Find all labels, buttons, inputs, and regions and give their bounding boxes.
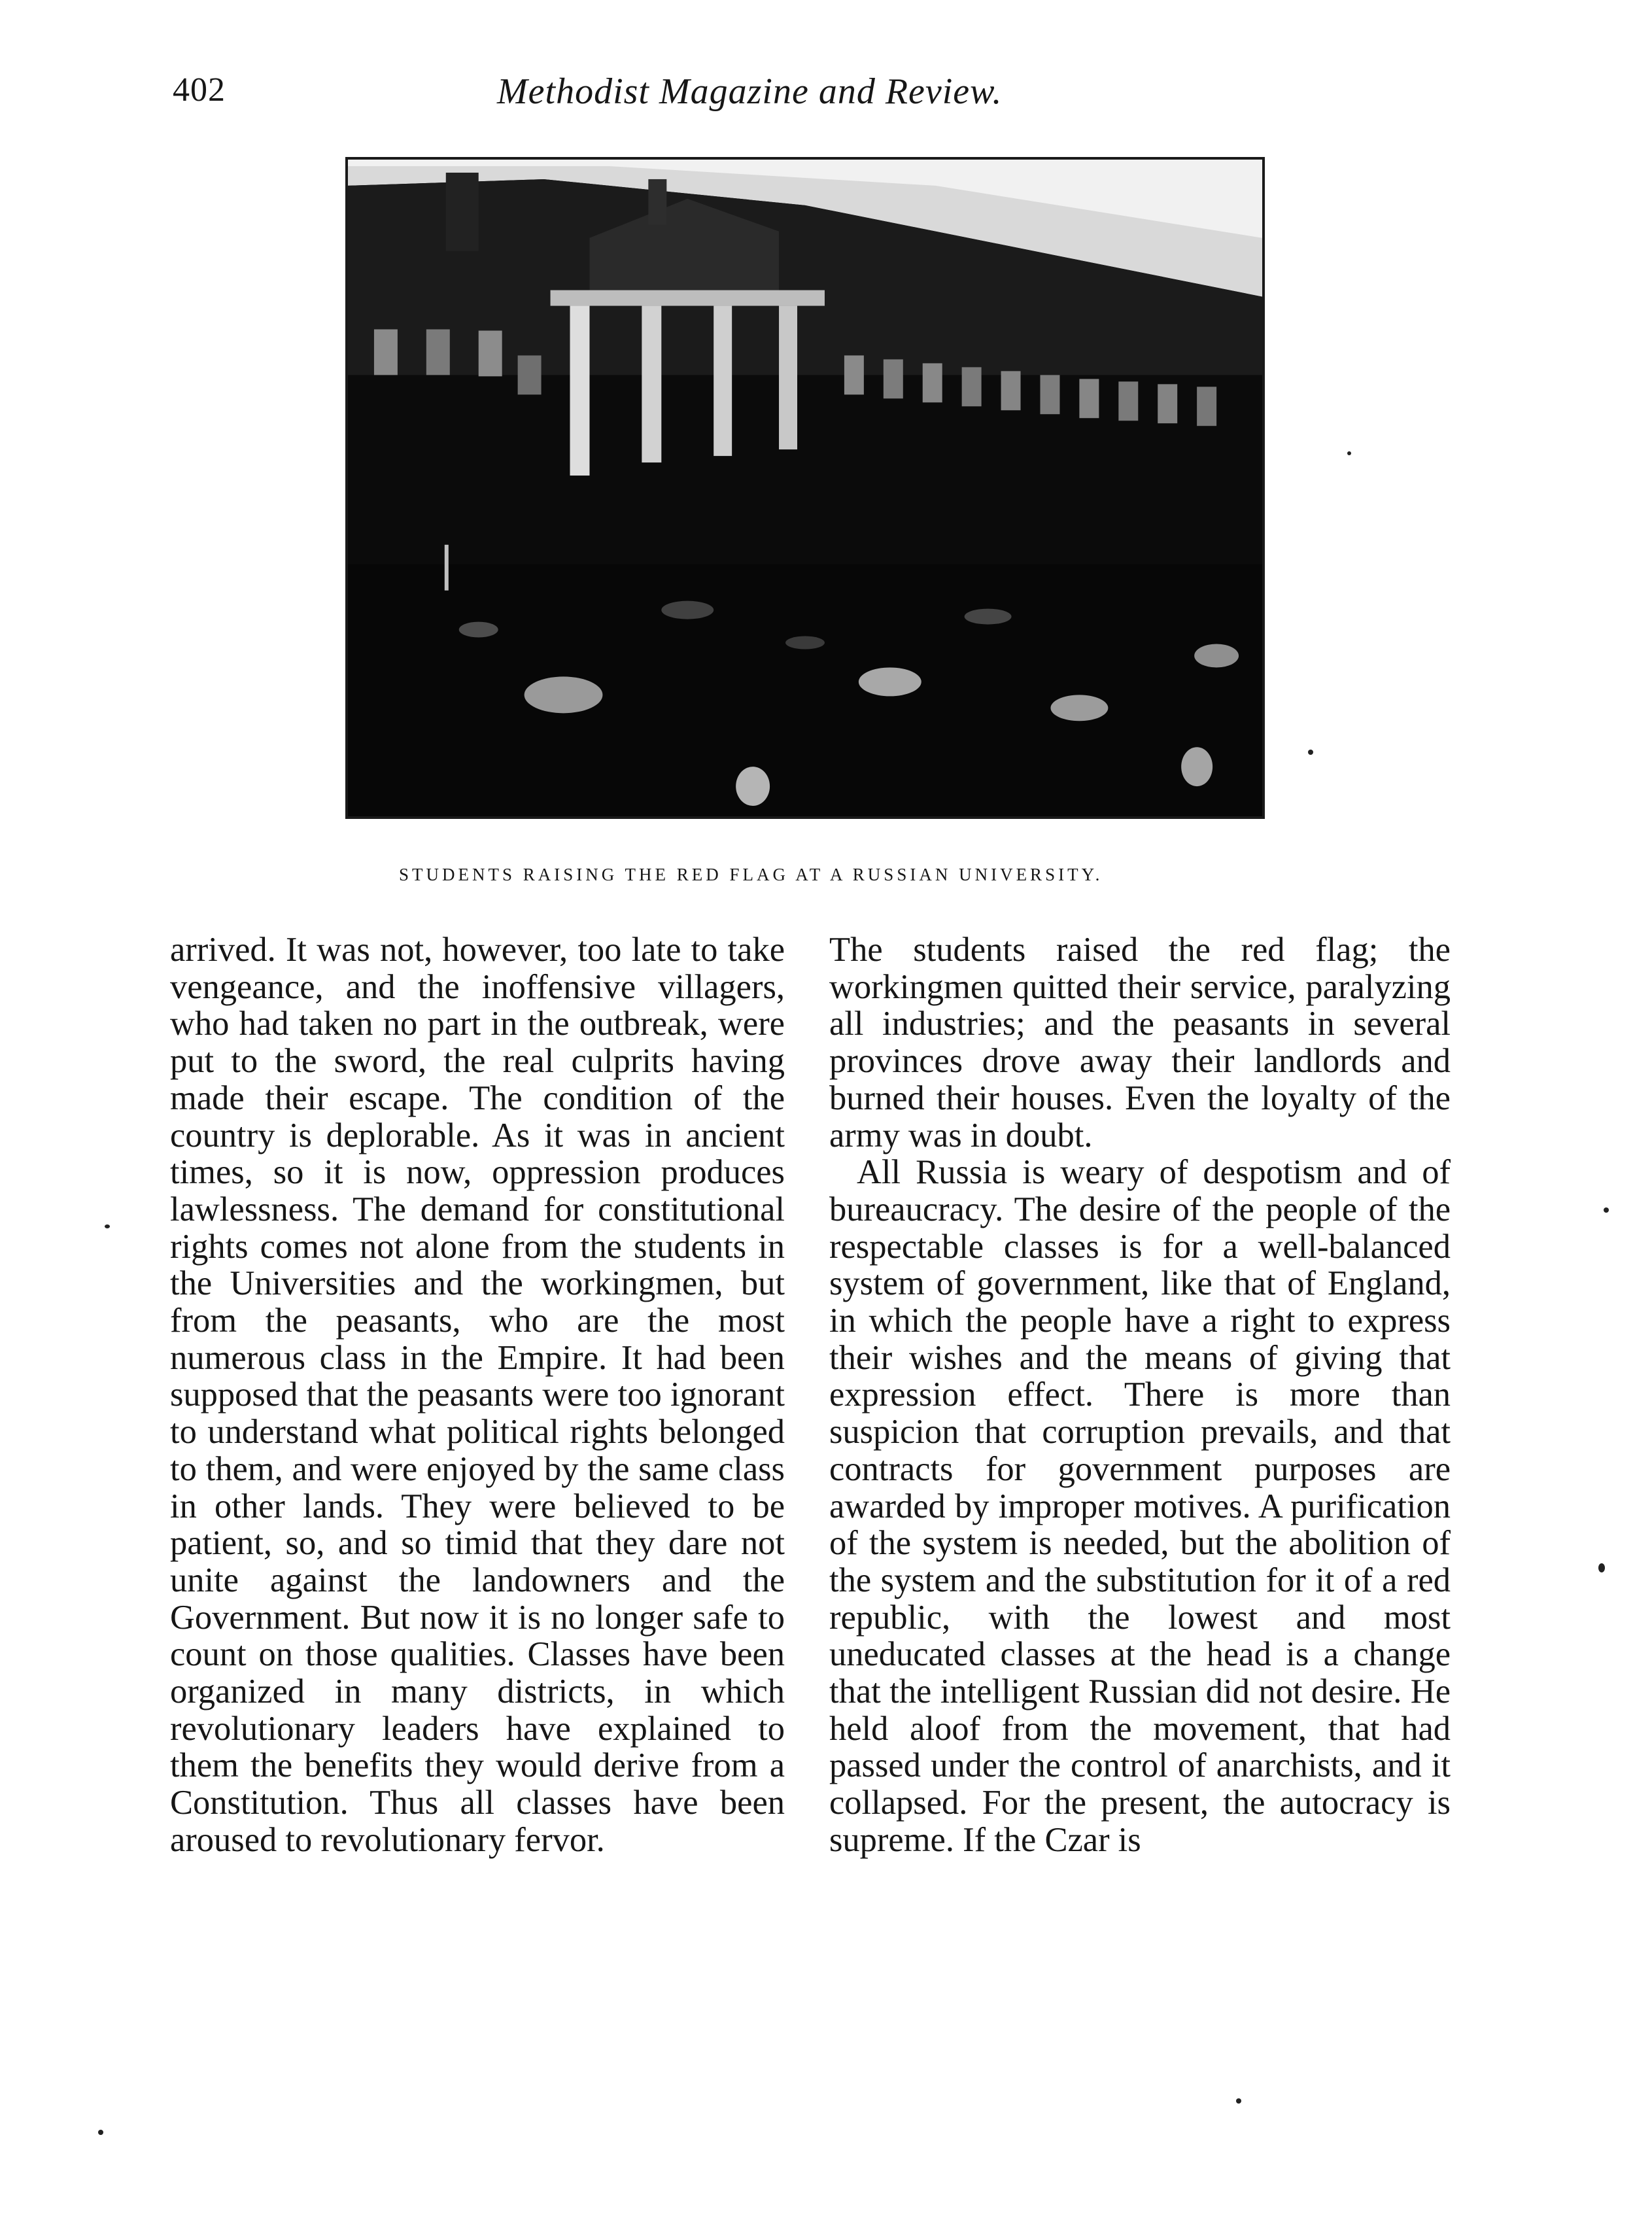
scan-speck — [1347, 451, 1351, 455]
scan-speck — [1236, 2098, 1241, 2104]
left-column — [170, 931, 785, 1859]
scan-speck — [105, 1224, 110, 1228]
running-head: Methodist Magazine and Review. — [497, 71, 1003, 112]
right-column-paragraph-1: The students raised the red flag; the workingmen quitted their service, paralyzing all industries; and the peasants in several provinces drove away their landlords and burned their houses. Even the loyalty of the army was in doubt. — [829, 931, 1451, 1154]
scan-speck — [98, 2130, 103, 2135]
left-column-paragraph: arrived. It was not, however, too late to take vengeance, and the inoffensive villagers, who had taken no part in the outbreak, were put to the sword, the real culprits having made their escape. The condition of the country is deplorable. As it was in ancient times, so it is now, oppression produces lawlessness. The demand for constitutional rights comes not alone from the students in the Universities and the workingmen, but from the peasants, who are the most numerous class in the Empire. It had been supposed that the peasants were too ignorant to understand what political rights belonged to them, and were enjoyed by the same class in other lands. They were believed to be patient, so, and so timid that they dare not unite against the landowners and the Government. But now it is no longer safe to count on those qualities. Classes have been organized in many districts, in which revolutionary leaders have explained to them the benefits they would derive from a Constitution. Thus all classes have been aroused to revolutionary fervor. — [170, 931, 785, 1859]
scan-speck — [1598, 1563, 1605, 1572]
university-crowd-illustration — [348, 160, 1262, 816]
right-column — [829, 931, 1451, 1859]
scan-speck — [1604, 1207, 1609, 1213]
photo-students-red-flag — [345, 157, 1265, 819]
figure-caption: STUDENTS RAISING THE RED FLAG AT A RUSSIAN UNIVERSITY. — [399, 865, 1103, 884]
right-column-paragraph-2: All Russia is weary of despotism and of bureaucracy. The desire of the people of the respectable classes is for a well-balanced system of government, like that of England, in which the people have a right to express their wishes and the means of giving that expression effect. There is more than suspicion that corruption prevails, and that contracts for government purposes are awarded by improper motives. A purification of the system is needed, but the abolition of the system and the substitution for it of a red republic, with the lowest and most uneducated classes at the head is a change that the intelligent Russian did not desire. He held aloof from the movement, that had passed under the control of anarchists, and it collapsed. For the present, the autocracy is supreme. If the Czar is — [829, 1153, 1451, 1859]
scan-speck — [1308, 750, 1313, 755]
page-number: 402 — [173, 71, 226, 109]
